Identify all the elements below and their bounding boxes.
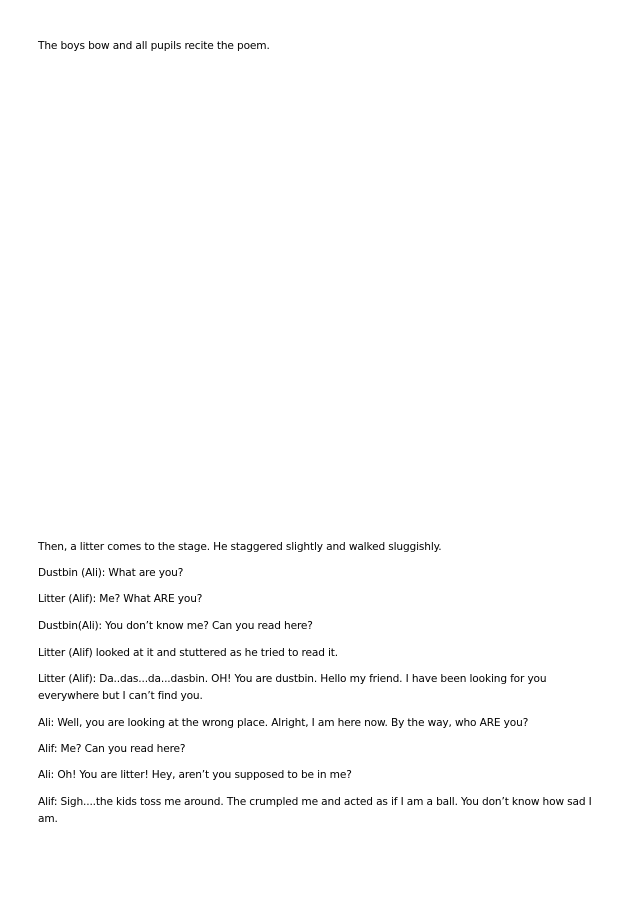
dialogue-line: Dustbin(Ali): You don’t know me? Can you read here? — [38, 620, 313, 632]
dialogue-line: Litter (Alif): Da..das...da...dasbin. OH! You are dustbin. Hello my friend. I have been looking for you everywhere but I can’t find you. — [38, 673, 547, 702]
dialogue-line: Dustbin (Ali): What are you? — [38, 567, 184, 579]
dialogue-line: Then, a litter comes to the stage. He staggered slightly and walked sluggishly. — [38, 541, 442, 553]
dialogue-line: Ali: Oh! You are litter! Hey, aren’t you supposed to be in me? — [38, 769, 352, 781]
intro-paragraph: The boys bow and all pupils recite the poem. — [38, 40, 270, 52]
dialogue-line: Litter (Alif) looked at it and stuttered as he tried to read it. — [38, 647, 339, 659]
dialogue-line: Litter (Alif): Me? What ARE you? — [38, 593, 203, 605]
dialogue-line: Alif: Me? Can you read here? — [38, 743, 186, 755]
dialogue-line: Alif: Sigh....the kids toss me around. The crumpled me and acted as if I am a ball. You don’t know how sad I am. — [38, 796, 592, 825]
dialogue-line: Ali: Well, you are looking at the wrong place. Alright, I am here now. By the way, who ARE you? — [38, 717, 529, 729]
